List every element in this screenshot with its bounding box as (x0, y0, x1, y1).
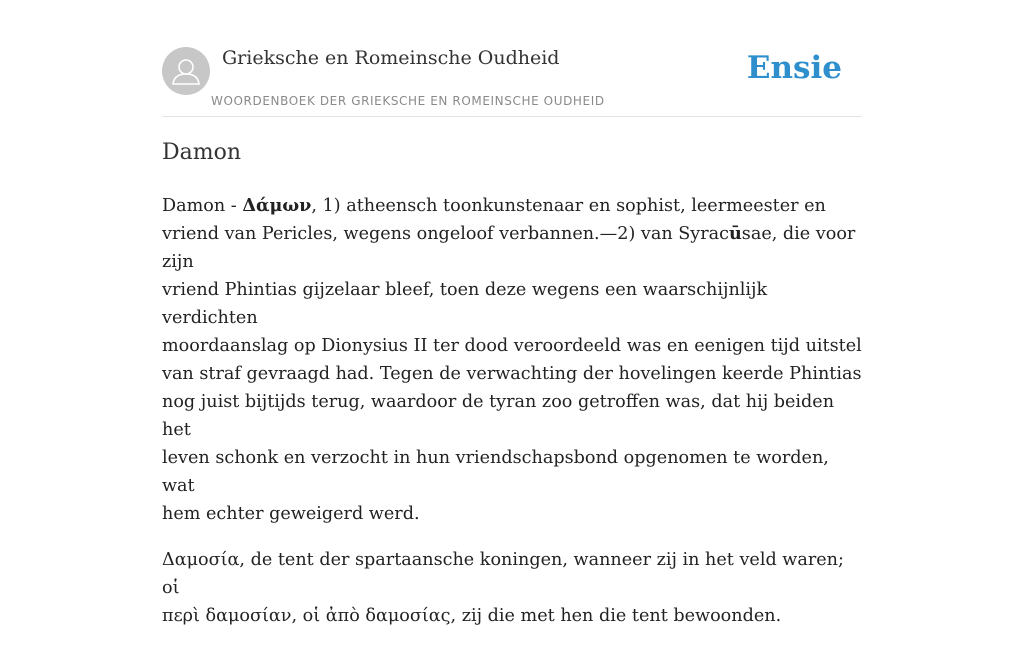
text-segment: Δαμοσία, de tent der spartaansche koningen, wanneer zij in het veld waren; οἱ (162, 550, 844, 598)
ensie-logo[interactable]: Ensie (746, 50, 842, 86)
text-segment: nog juist bijtijds terug, waardoor de tyran zoo getroffen was, dat hij beiden het (162, 392, 835, 440)
entry-title: Damon (162, 140, 242, 165)
source-title[interactable]: Grieksche en Romeinsche Oudheid (222, 47, 560, 69)
entry-paragraph-2 (162, 546, 862, 630)
text-segment: van straf gevraagd had. Tegen de verwachting der hovelingen keerde Phintias (162, 364, 862, 384)
text-segment: Damon - (162, 196, 243, 216)
text-segment: moordaanslag op Dionysius II ter dood veroordeeld was en eenigen tijd uitstel (162, 336, 862, 356)
entry-content (162, 192, 862, 648)
bold-letter: ū (729, 223, 742, 244)
text-segment: , 1) atheensch toonkunstenaar en sophist, leermeester en (311, 196, 826, 216)
user-icon[interactable] (162, 47, 210, 95)
text-segment: vriend van Pericles, wegens ongeloof verbannen.—2) van Syrac (162, 224, 729, 244)
text-segment: vriend Phintias gijzelaar bleef, toen deze wegens een waarschijnlijk verdichten (162, 280, 768, 328)
text-segment: sae, die voor zijn (162, 224, 856, 272)
greek-headword: Δάμων (242, 195, 312, 216)
source-header (162, 44, 862, 117)
text-segment: leven schonk en verzocht in hun vriendschapsbond opgenomen te worden, wat (162, 448, 829, 496)
text-segment: περὶ δαμοσίαν, οἱ ἀπὸ δαμοσίας, zij die met hen die tent bewoonden. (162, 606, 782, 626)
entry-paragraph-1 (162, 192, 862, 528)
source-subtitle: WOORDENBOEK DER GRIEKSCHE EN ROMEINSCHE OUDHEID (211, 94, 605, 108)
text-segment: hem echter geweigerd werd. (162, 504, 420, 524)
